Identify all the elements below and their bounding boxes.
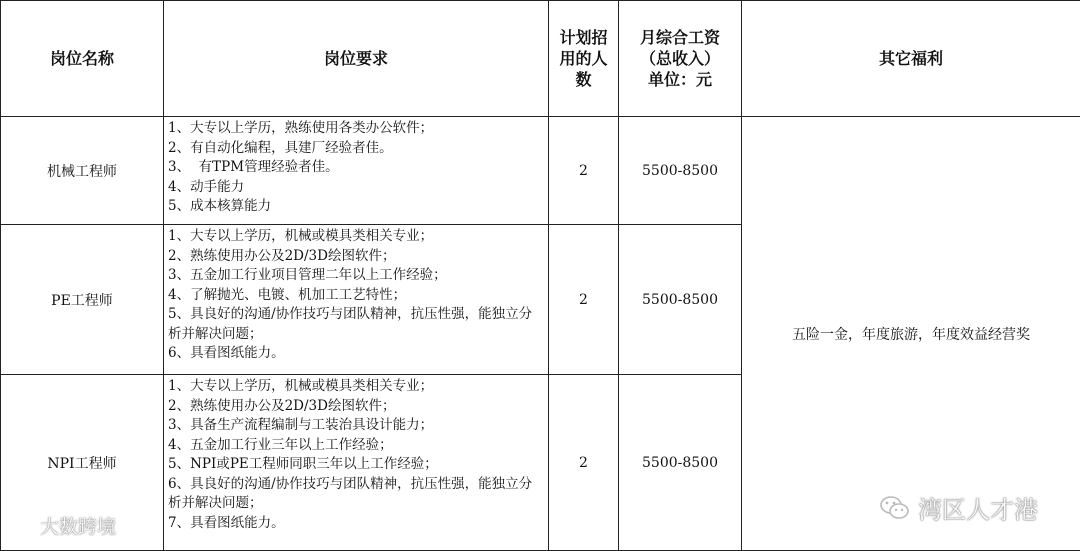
headcount-cell: 2 [549,117,619,225]
position-cell: NPI工程师 [1,375,164,551]
watermark-right-text: 湾区人才港 [918,490,1038,525]
header-salary [619,1,742,117]
requirement-item: 4、五金加工行业三年以上工作经验； [168,436,544,456]
requirement-item: 4、了解抛光、电镀、机加工工艺特性； [168,286,544,306]
weibo-icon [6,515,36,537]
header-salary-line: 月综合工资 [619,27,741,48]
header-headcount-line: 数 [549,69,618,90]
header-benefits: 其它福利 [742,1,1080,117]
position-cell: 机械工程师 [1,117,164,225]
watermark-right [880,490,1038,525]
header-headcount-line: 计划招 [549,27,618,48]
requirement-item: 5、NPI或PE工程师同职三年以上工作经验； [168,455,544,475]
requirement-item: 5、具良好的沟通/协作技巧与团队精神，抗压性强，能独立分析并解决问题； [168,305,544,344]
requirement-item: 2、熟练使用办公及2D/3D绘图软件； [168,247,544,267]
header-headcount-line: 用的人 [549,48,618,69]
requirement-item: 1、大专以上学历，机械或模具类相关专业； [168,377,544,397]
table-row [1,117,1080,225]
requirement-item: 2、有自动化编程，具建厂经验者佳。 [168,139,544,159]
header-row [1,1,1080,117]
requirement-item: 6、具良好的沟通/协作技巧与团队精神，抗压性强，能独立分析并解决问题； [168,475,544,514]
requirement-item: 4、动手能力 [168,178,544,198]
wechat-icon [880,495,910,521]
position-cell: PE工程师 [1,225,164,375]
requirement-item: 5、成本核算能力 [168,197,544,217]
header-headcount [549,1,619,117]
headcount-cell: 2 [549,375,619,551]
salary-cell: 5500-8500 [619,375,742,551]
headcount-cell: 2 [549,225,619,375]
header-requirements: 岗位要求 [164,1,549,117]
requirements-cell [164,225,549,375]
requirement-item: 1、大专以上学历，机械或模具类相关专业； [168,227,544,247]
watermark-left [6,512,116,539]
watermark-left-text: 大数跨境 [40,512,116,539]
requirements-cell [164,375,549,551]
requirement-item: 3、五金加工行业项目管理二年以上工作经验； [168,266,544,286]
requirement-item: 3、 有TPM管理经验者佳。 [168,158,544,178]
requirement-item: 3、具备生产流程编制与工装治具设计能力； [168,416,544,436]
requirement-item: 7、具看图纸能力。 [168,514,544,534]
header-salary-line: （总收入） [619,48,741,69]
benefits-cell: 五险一金，年度旅游，年度效益经营奖 [742,117,1080,551]
header-position: 岗位名称 [1,1,164,117]
requirement-item: 6、具看图纸能力。 [168,344,544,364]
requirements-cell [164,117,549,225]
salary-cell: 5500-8500 [619,225,742,375]
requirement-item: 2、熟练使用办公及2D/3D绘图软件； [168,397,544,417]
header-salary-line: 单位：元 [619,69,741,90]
requirement-item: 1、大专以上学历，熟练使用各类办公软件； [168,119,544,139]
salary-cell: 5500-8500 [619,117,742,225]
